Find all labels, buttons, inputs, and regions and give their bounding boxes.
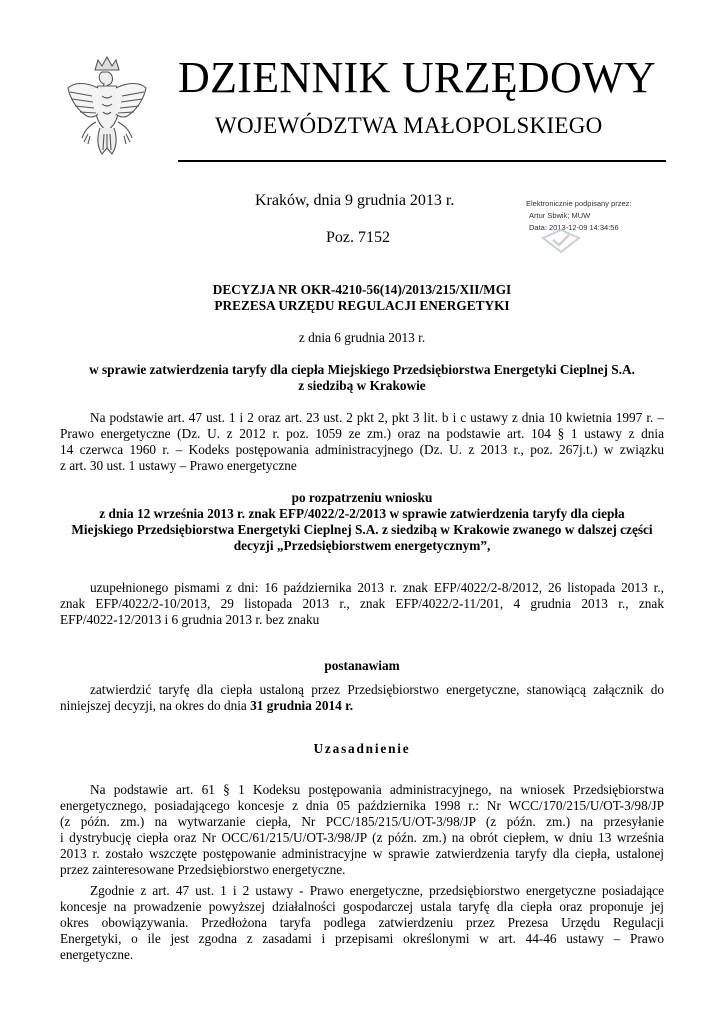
- justification-line: Energetyki, o ile jest zgodna z zasadami i przepisami określonymi w art. 44-46 ustawy – Prawo: [60, 931, 664, 946]
- supplement-line: uzupełnionego pismami z dni: 16 października 2013 r. znak EFP/4022/2-8/2012, 26 listopada 2013 r.,: [90, 580, 664, 595]
- justification-line: energetycznego, posiadającego koncesje z dnia 05 października 1998 r.: Nr WCC/170/215/U/OT-3/98/JP: [60, 798, 664, 813]
- journal-subtitle: WOJEWÓDZTWA MAŁOPOLSKIEGO: [215, 113, 603, 138]
- ruling-line: [60, 698, 664, 714]
- justification-paragraph-2: [60, 883, 664, 963]
- justification-line: okres obowiązywania. Przedłożona taryfa podlega zatwierdzeniu przez Prezesa Urzędu Regulacji: [60, 915, 664, 930]
- ruling-period-text: niniejszej decyzji, na okres do dnia: [60, 698, 251, 713]
- justification-line: 2013 r. zostało wszczęte postępowanie administracyjne w sprawie zatwierdzenia taryfy dla ciepła, ustalonej: [60, 846, 664, 861]
- header-divider: [178, 160, 666, 162]
- ruling-heading: postanawiam: [324, 658, 400, 673]
- publication-date: Kraków, dnia 9 grudnia 2013 r.: [255, 192, 455, 209]
- eagle-emblem-icon: [62, 52, 152, 172]
- justification-line: (z późn. zm.) na wytwarzanie ciepła, Nr PCC/185/215/U/OT-3/98/JP (z późn. zm.) na przesyłanie: [60, 814, 664, 829]
- decision-date: z dnia 6 grudnia 2013 r.: [298, 330, 426, 345]
- electronic-signature: [525, 198, 685, 258]
- legal-basis-line: Prawo energetyczne (Dz. U. z 2012 r. poz. 1059 ze zm.) oraz na podstawie art. 104 § 1 ustawy z dnia: [60, 426, 664, 441]
- journal-title: DZIENNIK URZĘDOWY: [178, 53, 656, 102]
- justification-line: Zgodnie z art. 47 ust. 1 i 2 ustawy - Prawo energetyczne, przedsiębiorstwo energetyczne posiadające: [90, 883, 664, 898]
- decision-subject-line-2: z siedzibą w Krakowie: [298, 378, 426, 393]
- decision-number: DECYZJA NR OKR-4210-56(14)/2013/215/XII/MGI: [212, 282, 512, 297]
- application-line: z dnia 12 września 2013 r. znak EFP/4022/2-2/2013 w sprawie zatwierdzenia taryfy dla ciepła: [99, 506, 625, 521]
- ruling-line: zatwierdzić taryfę dla ciepła ustaloną przez Przedsiębiorstwo energetyczne, stanowiącą załącznik do: [90, 682, 664, 697]
- signature-check-icon: [539, 226, 583, 256]
- justification-line: koncesje na prowadzenie powyższej działalności gospodarczej ustala taryfę dla ciepła oraz proponuje jej: [60, 899, 664, 914]
- justification-line: przez zainteresowane Przedsiębiorstwo energetyczne.: [60, 862, 346, 877]
- signature-signer: Artur Sbwik; MUW: [529, 211, 591, 220]
- supplement-line: znak EFP/4022/2-10/2013, 29 listopada 2013 r., znak EFP/4022/2-11/201, 4 grudnia 2013 r., znak: [60, 596, 664, 611]
- position-number: Poz. 7152: [326, 229, 390, 246]
- legal-basis-line: 14 czerwca 1960 r. – Kodeks postępowania administracyjnego (Dz. U. z 2013 r., poz. 267j.t.) w związku: [60, 442, 664, 457]
- supplement-line: EFP/4022-12/2013 i 6 grudnia 2013 r. bez znaku: [60, 612, 320, 627]
- application-line: decyzji „Przedsiębiorstwem energetycznym”,: [233, 538, 491, 553]
- justification-heading: Uzasadnienie: [313, 741, 411, 756]
- ruling-paragraph: [60, 682, 664, 714]
- justification-line: i dystrybucję ciepła oraz Nr OCC/61/215/U/OT-3/98/JP (z późn. zm.) na obrót ciepłem, w dniu 13 września: [60, 830, 664, 845]
- justification-paragraph-1: [60, 782, 664, 878]
- ruling-end-date: 31 grudnia 2014 r.: [250, 698, 354, 713]
- signature-label: Elektronicznie podpisany przez:: [526, 199, 632, 208]
- decision-authority: PREZESA URZĘDU REGULACJI ENERGETYKI: [214, 298, 510, 313]
- legal-basis-line: z art. 30 ust. 1 ustawy – Prawo energetyczne: [60, 458, 297, 473]
- application-heading: po rozpatrzeniu wniosku: [291, 490, 433, 505]
- justification-line: Na podstawie art. 61 § 1 Kodeksu postępowania administracyjnego, na wniosek Przedsiębiorstwa: [90, 782, 664, 797]
- supplement-paragraph: [60, 580, 664, 628]
- decision-subject-line-1: w sprawie zatwierdzenia taryfy dla ciepła Miejskiego Przedsiębiorstwa Energetyki Cieplnej S.A.: [89, 362, 635, 377]
- application-line: Miejskiego Przedsiębiorstwa Energetyki Cieplnej S.A. z siedzibą w Krakowie zwanego w dalszej części: [71, 522, 653, 537]
- legal-basis-paragraph: [60, 410, 664, 474]
- legal-basis-line: Na podstawie art. 47 ust. 1 i 2 oraz art. 23 ust. 2 pkt 2, pkt 3 lit. b i c ustawy z dnia 10 kwietnia 1997 r. –: [90, 410, 664, 425]
- signature-date: Data: 2013-12-09 14:34:56: [529, 223, 619, 232]
- justification-line: energetyczne.: [60, 947, 134, 962]
